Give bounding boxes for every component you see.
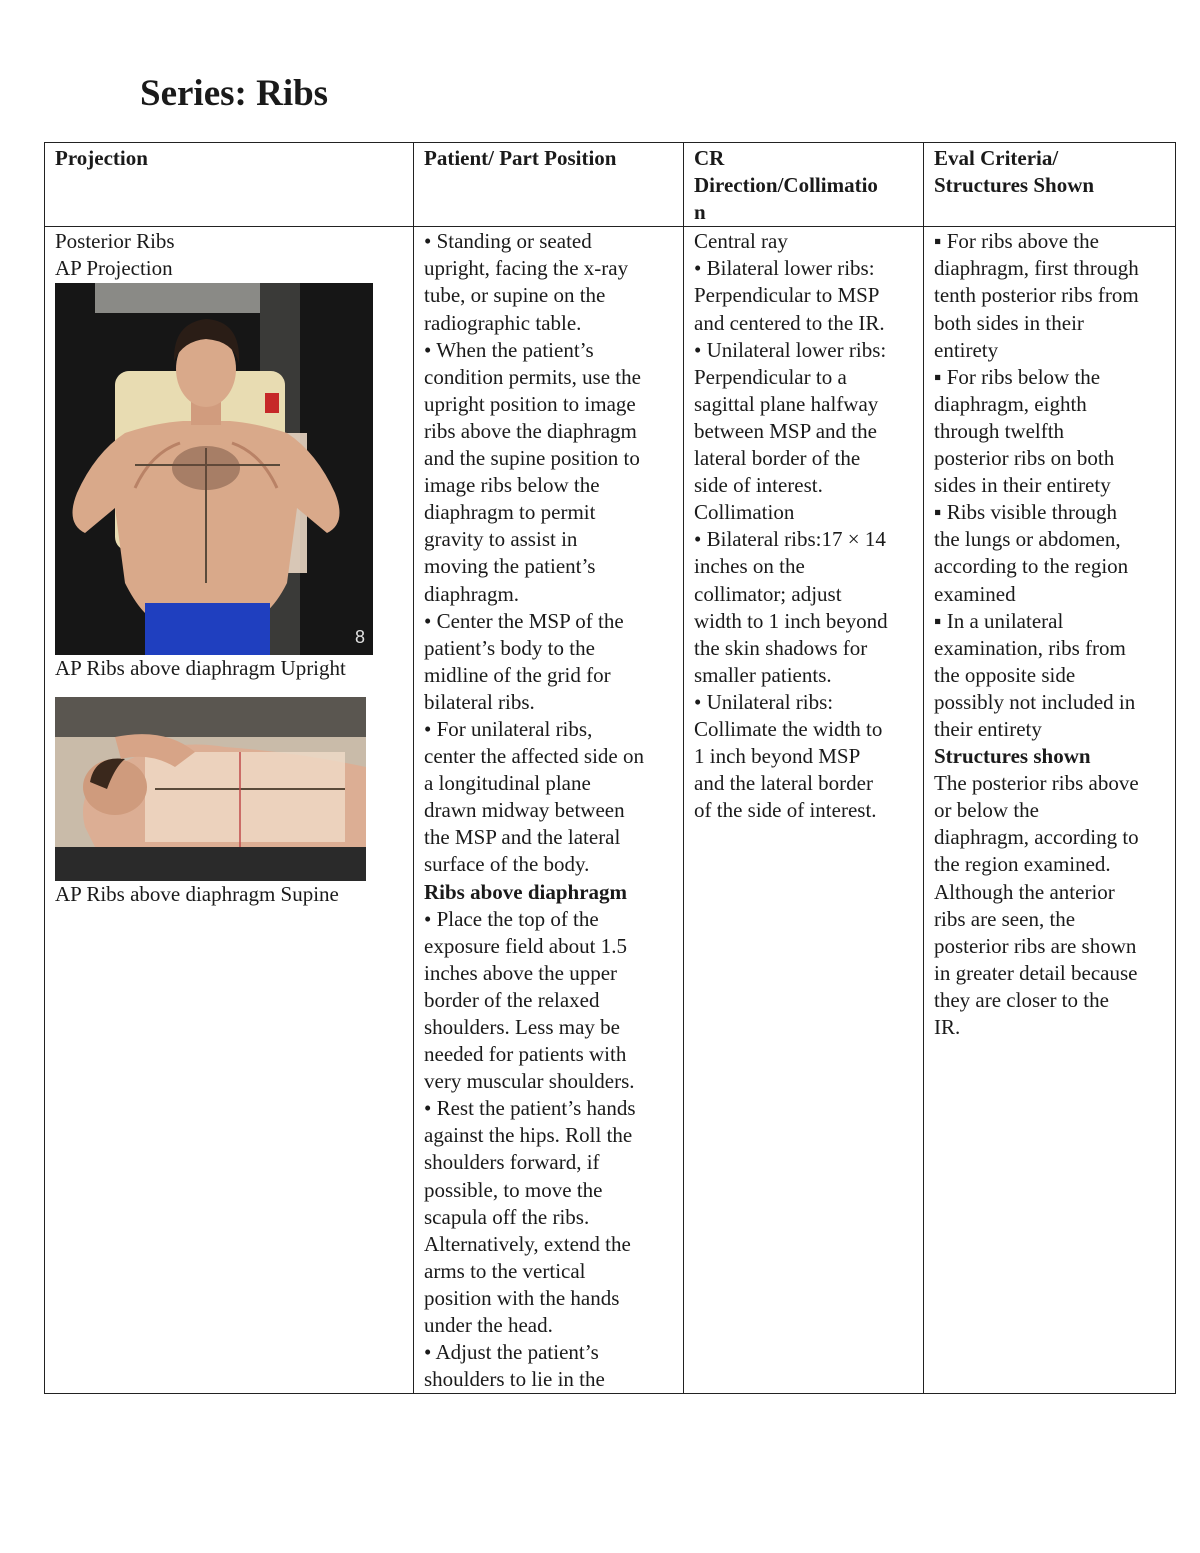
header-eval-line-1: Eval Criteria/ (934, 146, 1059, 170)
header-eval-line-2: Structures Shown (934, 173, 1095, 198)
header-cr (684, 143, 924, 227)
cr-line: inches on the (694, 554, 805, 579)
cr-line: and the lateral border (694, 771, 873, 796)
cr-line: collimator; adjust (694, 581, 842, 606)
supine-patient-photo (55, 697, 366, 881)
eval-line: ribs are seen, the (934, 906, 1076, 931)
eval-list (934, 228, 1165, 1041)
position-cell (414, 227, 684, 1394)
position-line: shoulders. Less may be (424, 1015, 620, 1039)
cr-line: of the side of interest. (694, 798, 877, 823)
position-line: exposure field about 1.5 (424, 933, 627, 958)
figure-number: 8 (355, 627, 366, 648)
eval-line: Although the anterior (934, 879, 1115, 904)
position-line: • Standing or seated (424, 229, 592, 254)
eval-line: according to the region (934, 554, 1129, 579)
eval-line: posterior ribs are shown (934, 933, 1137, 958)
position-line: • Place the top of the (424, 906, 599, 931)
position-line: and the supine position to (424, 446, 640, 471)
eval-line: examined (934, 581, 1016, 606)
position-line: diaphragm to permit (424, 500, 596, 525)
eval-line: or below the (934, 798, 1039, 823)
projection-cell (45, 227, 414, 1394)
position-line: drawn midway between (424, 798, 625, 823)
header-eval (924, 143, 1176, 227)
position-line: needed for patients with (424, 1042, 627, 1067)
cr-line: • Bilateral ribs:17 × 14 (694, 527, 886, 552)
position-list (424, 228, 673, 1393)
header-cr-line-2: Direction/Collimatio (694, 173, 878, 198)
position-line: shoulders forward, if (424, 1150, 600, 1175)
eval-line: diaphragm, first through (934, 256, 1139, 281)
position-line: ribs above the diaphragm (424, 418, 637, 443)
eval-line: The posterior ribs above (934, 771, 1139, 796)
position-line: against the hips. Roll the (424, 1123, 633, 1148)
position-line: the MSP and the lateral (424, 825, 621, 850)
eval-line: ▪ Ribs visible through (934, 500, 1118, 525)
cr-line: width to 1 inch beyond (694, 608, 888, 633)
table-row (45, 227, 1176, 1394)
projection-name: Posterior Ribs (55, 229, 175, 254)
eval-line: ▪ In a unilateral (934, 608, 1064, 633)
eval-line: posterior ribs on both (934, 446, 1115, 471)
position-line: radiographic table. (424, 310, 582, 335)
cr-line: the skin shadows for (694, 635, 868, 660)
header-row (45, 143, 1176, 227)
header-cr-line-3: n (694, 200, 706, 225)
position-line: upright, facing the x-ray (424, 256, 629, 281)
position-line: upright position to image (424, 391, 636, 416)
caption-upright: AP Ribs above diaphragm Upright (55, 656, 346, 681)
cr-line: Collimate the width to (694, 716, 883, 741)
position-line: surface of the body. (424, 852, 590, 877)
eval-line: ▪ For ribs above the (934, 229, 1099, 254)
position-line: • Adjust the patient’s (424, 1340, 599, 1365)
eval-line: their entirety (934, 716, 1042, 741)
eval-line: possibly not included in (934, 689, 1136, 714)
upright-patient-photo (55, 283, 373, 655)
header-position-label: Patient/ Part Position (424, 146, 617, 170)
cr-line: Perpendicular to MSP (694, 283, 880, 308)
cr-line: • Bilateral lower ribs: (694, 256, 875, 281)
position-line: shoulders to lie in the (424, 1367, 605, 1392)
header-projection (45, 143, 414, 227)
eval-line: diaphragm, according to (934, 825, 1139, 850)
ribs-series-table (44, 142, 1176, 1394)
cr-line: and centered to the IR. (694, 310, 885, 335)
header-projection-label: Projection (55, 146, 148, 170)
position-line: • Rest the patient’s hands (424, 1096, 636, 1121)
eval-line: entirety (934, 337, 999, 362)
eval-line: the lungs or abdomen, (934, 527, 1121, 552)
eval-line: Structures shown (934, 744, 1091, 769)
position-line: • Center the MSP of the (424, 608, 624, 633)
eval-line: sides in their entirety (934, 473, 1111, 498)
eval-line: IR. (934, 1015, 961, 1039)
position-line: bilateral ribs. (424, 689, 535, 714)
position-line: a longitudinal plane (424, 771, 591, 796)
eval-line: diaphragm, eighth (934, 391, 1087, 416)
cr-line: Collimation (694, 500, 795, 525)
position-line: image ribs below the (424, 473, 600, 498)
eval-line: through twelfth (934, 418, 1065, 443)
cr-line: side of interest. (694, 473, 823, 498)
eval-line: they are closer to the (934, 987, 1109, 1012)
position-line: patient’s body to the (424, 635, 595, 660)
eval-cell (924, 227, 1176, 1394)
position-line: condition permits, use the (424, 364, 641, 389)
eval-line: ▪ For ribs below the (934, 364, 1101, 389)
cr-list (694, 228, 913, 824)
eval-line: examination, ribs from (934, 635, 1126, 660)
caption-supine: AP Ribs above diaphragm Supine (55, 881, 339, 906)
eval-line: in greater detail because (934, 960, 1138, 985)
header-cr-line-1: CR (694, 146, 725, 170)
cr-cell (684, 227, 924, 1394)
position-line: tube, or supine on the (424, 283, 606, 308)
position-line: very muscular shoulders. (424, 1069, 635, 1094)
position-line: position with the hands (424, 1285, 620, 1310)
position-line: midline of the grid for (424, 662, 611, 687)
cr-line: Perpendicular to a (694, 364, 847, 389)
position-line: border of the relaxed (424, 987, 600, 1012)
cr-line: smaller patients. (694, 662, 832, 687)
projection-type: AP Projection (55, 256, 173, 281)
position-line: under the head. (424, 1313, 553, 1338)
cr-line: Central ray (694, 229, 788, 254)
header-position (414, 143, 684, 227)
position-line: • When the patient’s (424, 337, 594, 362)
cr-line: sagittal plane halfway (694, 391, 879, 416)
eval-line: the region examined. (934, 852, 1111, 877)
position-line: inches above the upper (424, 960, 618, 985)
position-line: diaphragm. (424, 581, 520, 606)
position-line: scapula off the ribs. (424, 1204, 590, 1229)
position-line: Alternatively, extend the (424, 1231, 631, 1256)
position-line: arms to the vertical (424, 1258, 586, 1283)
eval-line: both sides in their (934, 310, 1084, 335)
eval-line: the opposite side (934, 662, 1076, 687)
eval-line: tenth posterior ribs from (934, 283, 1139, 308)
position-line: center the affected side on (424, 744, 644, 769)
position-line: moving the patient’s (424, 554, 596, 579)
position-line: • For unilateral ribs, (424, 716, 593, 741)
cr-line: • Unilateral ribs: (694, 689, 834, 714)
position-line: Ribs above diaphragm (424, 879, 628, 904)
position-line: possible, to move the (424, 1177, 603, 1202)
cr-line: 1 inch beyond MSP (694, 744, 861, 769)
cr-line: • Unilateral lower ribs: (694, 337, 887, 362)
page-title: Series: Ribs (140, 73, 329, 114)
cr-line: lateral border of the (694, 446, 861, 471)
cr-line: between MSP and the (694, 418, 877, 443)
position-line: gravity to assist in (424, 527, 578, 552)
